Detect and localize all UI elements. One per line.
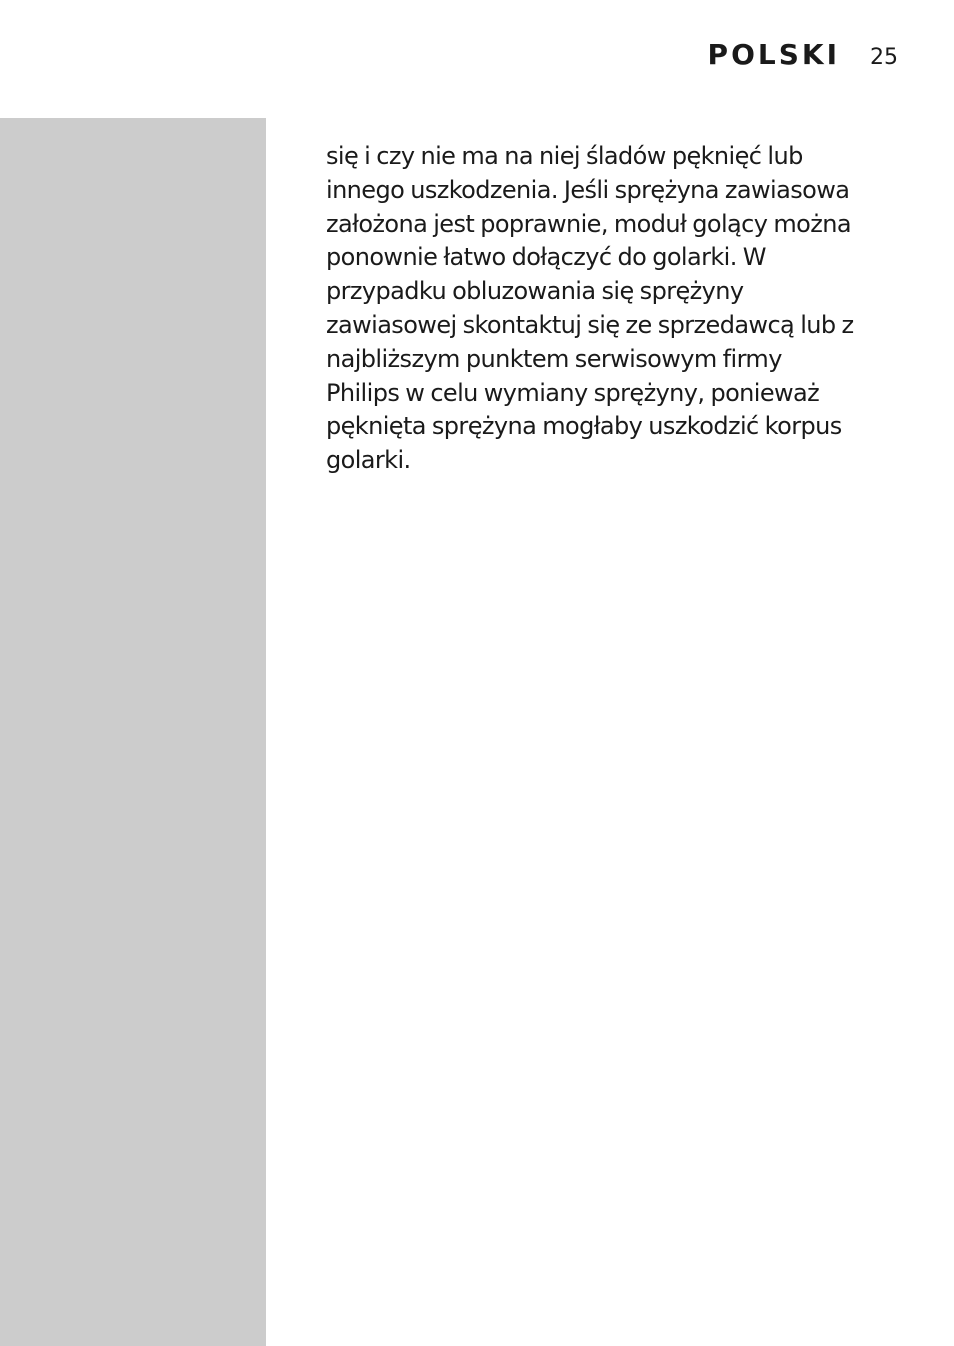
page-header bbox=[708, 38, 898, 71]
page-number: 25 bbox=[870, 45, 898, 70]
body-line: ponownie łatwo dołączyć do golarki. W bbox=[326, 243, 766, 272]
body-line: innego uszkodzenia. Jeśli sprężyna zawiasowa bbox=[326, 175, 850, 204]
body-line: się i czy nie ma na niej śladów pęknięć lub bbox=[326, 142, 803, 170]
body-line: golarki. bbox=[326, 446, 411, 475]
body-line: założona jest poprawnie, moduł golący można bbox=[326, 209, 851, 238]
body-paragraph bbox=[326, 140, 906, 478]
section-title: POLSKI bbox=[707, 38, 840, 71]
body-line: najbliższym punktem serwisowym firmy bbox=[326, 344, 782, 373]
body-line: pęknięta sprężyna mogłaby uszkodzić korpus bbox=[326, 412, 842, 441]
body-line: Philips w celu wymiany sprężyny, ponieważ bbox=[326, 378, 820, 407]
side-panel bbox=[0, 118, 266, 1346]
body-line: przypadku obluzowania się sprężyny bbox=[326, 277, 744, 306]
body-line: zawiasowej skontaktuj się ze sprzedawcą lub z bbox=[326, 310, 854, 339]
